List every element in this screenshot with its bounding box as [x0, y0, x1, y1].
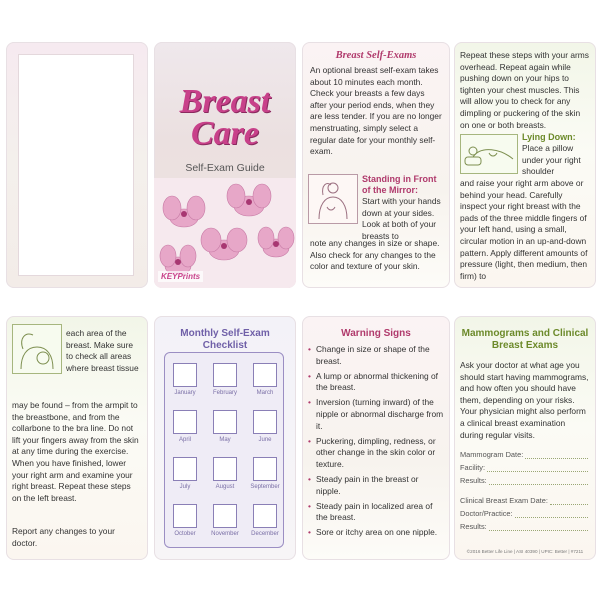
- month-cell: [245, 406, 285, 453]
- mirror-text-b: note any changes in size or shape. Also check for any changes to the color and texture of your skin.: [310, 238, 440, 272]
- month-cell: [205, 453, 245, 500]
- month-checkbox[interactable]: [213, 504, 237, 528]
- self-exams-panel: [302, 42, 450, 288]
- form-field-line[interactable]: [525, 450, 588, 459]
- warning-item: • Inversion (turning inward) of the nipple or abnormal discharge from it.: [308, 397, 444, 432]
- form-field-row: [460, 472, 588, 485]
- month-label: February: [212, 390, 237, 396]
- month-checkbox[interactable]: [253, 504, 277, 528]
- footer-copyright: ©2016 Better Life Line | ASI 40390 | UPIC: Better | #7211: [466, 549, 584, 554]
- continue-text-c: Report any changes to your doctor.: [12, 526, 115, 548]
- form-field-label: Mammogram Date:: [460, 450, 524, 459]
- month-checkbox[interactable]: [213, 410, 237, 434]
- lying-text-b: and raise your right arm above or behind your head. Carefully inspect your right breast with the pads of the three middle fingers of your left hand, using a small, circular motion in an up-and-down pattern. Apply different amounts of pressure (light, then medium, then firm) to: [460, 178, 588, 281]
- cover-panel: [154, 42, 296, 288]
- brand-logo: KEYPrints: [158, 271, 203, 282]
- month-cell: [165, 500, 205, 547]
- card-window: [18, 54, 134, 276]
- warning-heading: Warning Signs: [341, 328, 411, 339]
- month-label: November: [211, 531, 239, 537]
- repeat-text: Repeat these steps with your arms overhead. Repeat again while pushing down on your hips to tighten your chest muscles. This will allow you to check for any dimpling or puckering of the skin on one or both breasts.: [460, 50, 589, 130]
- month-label: April: [178, 437, 191, 443]
- month-checkbox[interactable]: [173, 457, 197, 481]
- warning-signs-panel: [302, 316, 450, 560]
- month-label: May: [219, 437, 231, 443]
- month-label: July: [179, 484, 191, 490]
- self-exams-heading: Breast Self-Exams: [335, 50, 417, 61]
- month-checkbox[interactable]: [253, 410, 277, 434]
- month-cell: [165, 359, 205, 406]
- month-grid: [165, 359, 285, 547]
- month-label: October: [174, 531, 196, 537]
- mirror-heading: Standing in Front of the Mirror:: [362, 174, 437, 195]
- form-field-line[interactable]: [489, 476, 588, 485]
- clinical-exam-fields: [460, 492, 588, 531]
- self-exams-intro: An optional breast self-exam takes about 10 minutes each month. Check your breasts a few days after your period ends, when they are less tender. If you are no longer menstruating, simply select a regular date for your monthly self-exam.: [310, 65, 442, 157]
- form-field-row: [460, 459, 588, 472]
- breast-exam-icon: [13, 325, 61, 373]
- form-field-line[interactable]: [515, 509, 588, 518]
- form-field-label: Results:: [460, 476, 487, 485]
- month-checkbox[interactable]: [253, 363, 277, 387]
- month-cell: [205, 500, 245, 547]
- lying-text-a: Place a pillow under your right shoulder: [522, 143, 581, 177]
- warning-item: • Steady pain in the breast or nipple.: [308, 474, 444, 497]
- cover-title-line1: Breast: [179, 83, 271, 120]
- arm-raised-illustration: [12, 324, 62, 374]
- woman-figure-icon: [309, 175, 357, 223]
- form-field-line[interactable]: [489, 522, 588, 531]
- month-label: August: [215, 484, 235, 490]
- month-cell: [245, 453, 285, 500]
- month-checkbox[interactable]: [173, 410, 197, 434]
- warning-item: • Steady pain in localized area of the breast.: [308, 501, 444, 524]
- form-field-row: [460, 492, 588, 505]
- form-field-line[interactable]: [550, 496, 588, 505]
- lying-woman-icon: [461, 135, 517, 173]
- month-checkbox[interactable]: [173, 504, 197, 528]
- warning-item: • A lump or abnormal thickening of the breast.: [308, 371, 444, 394]
- month-cell: [245, 500, 285, 547]
- continue-text-b: may be found – from the armpit to the breastbone, and from the collarbone to the bra line. Do not lift your fingers away from the skin at any time during the exercise. When you have finished, lower your right arm and examine your right breast. Repeat these steps on the left breast.: [12, 400, 139, 503]
- warning-item: • Puckering, dimpling, redness, or other change in the skin color or texture.: [308, 436, 444, 471]
- warning-item: • Sore or itchy area on one nipple.: [308, 527, 444, 539]
- checklist-heading: Monthly Self-Exam Checklist: [180, 328, 270, 351]
- continue-panel: [6, 316, 148, 560]
- month-label: December: [251, 531, 279, 537]
- warning-list: [308, 344, 444, 542]
- mammo-text: Ask your doctor at what age you should start having mammograms, and how often you should have them, depending on your risks. Your physician might also perform a clinical breast examination during regular visits.: [460, 360, 589, 440]
- month-checkbox[interactable]: [173, 363, 197, 387]
- lying-down-heading: Lying Down:: [522, 132, 576, 142]
- month-label: March: [256, 390, 274, 396]
- form-field-row: [460, 505, 588, 518]
- mirror-text-a: Start with your hands down at your sides. Look at both of your breasts to: [362, 196, 441, 241]
- form-field-row: [460, 518, 588, 531]
- form-field-label: Doctor/Practice:: [460, 509, 513, 518]
- cover-subtitle: Self-Exam Guide: [185, 162, 265, 174]
- form-field-line[interactable]: [487, 463, 588, 472]
- checklist-panel: [154, 316, 296, 560]
- form-field-label: Facility:: [460, 463, 486, 472]
- blank-card-panel: [6, 42, 148, 288]
- month-cell: [205, 406, 245, 453]
- month-checklist-box: [164, 352, 284, 548]
- mammo-heading: Mammograms and Clinical Breast Exams: [461, 328, 589, 351]
- lying-down-illustration: [460, 134, 518, 174]
- warning-item: • Change in size or shape of the breast.: [308, 344, 444, 367]
- form-field-row: [460, 446, 588, 459]
- month-label: January: [174, 390, 196, 396]
- month-checkbox[interactable]: [253, 457, 277, 481]
- mammograms-panel: [454, 316, 596, 560]
- month-checkbox[interactable]: [213, 363, 237, 387]
- month-label: June: [258, 437, 272, 443]
- repeat-steps-panel: [454, 42, 596, 288]
- continue-text-a: each area of the breast. Make sure to check all areas where breast tissue: [66, 328, 139, 373]
- mammogram-fields: [460, 446, 588, 485]
- month-cell: [245, 359, 285, 406]
- mirror-pose-illustration: [308, 174, 358, 224]
- form-field-label: Results:: [460, 522, 487, 531]
- month-checkbox[interactable]: [213, 457, 237, 481]
- month-cell: [165, 406, 205, 453]
- cover-title-line2: Care: [191, 115, 259, 152]
- month-cell: [165, 453, 205, 500]
- cover-title: [154, 83, 296, 152]
- form-field-label: Clinical Breast Exam Date:: [460, 496, 548, 505]
- month-cell: [205, 359, 245, 406]
- month-label: September: [250, 484, 280, 490]
